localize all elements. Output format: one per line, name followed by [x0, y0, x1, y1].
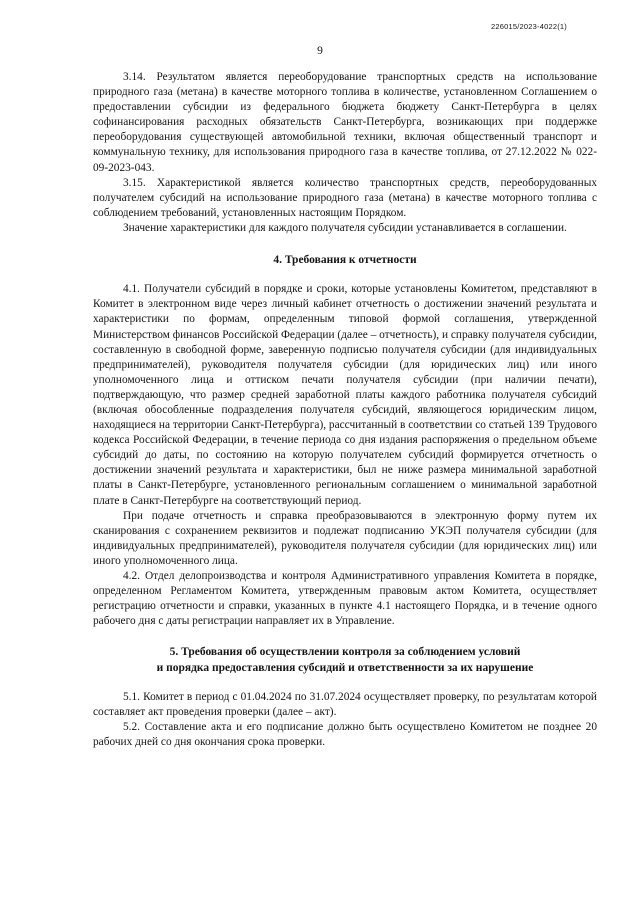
- paragraph-4-1: 4.1. Получатели субсидий в порядке и сроки, которые установлены Комитетом, представляют в Комитет в электронном виде через личный кабинет отчетность о достижении значений результата и характеристики по формам, определенным типовой формой соглашения, утвержденной Министерством финансов Российской Федерации (далее – отчетность), и справку получателя субсидии, составленную в свободной форме, заверенную подписью получателя субсидии (для индивидуальных предпринимателей), руководителя получателя субсидии (для юридических лиц) или иного уполномоченного лица и оттиском печати получателя субсидии (при наличии печати), подтверждающую, что размер средней заработной платы каждого работника получателя субсидий (включая обособленные подразделения получателя субсидий, являющегося юридическим лицом, находящиеся на территории Санкт-Петербурга), рассчитанный в соответствии со статьей 139 Трудового кодекса Российской Федерации, в течение периода со дня издания распоряжения о предельном объеме субсидий до даты, по состоянию на которую получателем субсидий формируется отчетность о достижении значений результата и характеристики, был не ниже размера минимальной заработной платы в Санкт-Петербурге, установленного региональным соглашением о минимальной заработной плате в Санкт-Петербурге на соответствующий период.: [93, 283, 598, 507]
- page-number: 9: [317, 45, 323, 57]
- section-4-heading: 4. Требования к отчетности: [273, 254, 417, 267]
- paragraph-5-1: 5.1. Комитет в период с 01.04.2024 по 31.07.2024 осуществляет проверку, по результатам которой составляет акт проведения проверки (далее – акт).: [93, 690, 597, 718]
- paragraph-3-15: 3.15. Характеристикой является количество транспортных средств, переоборудованных получателем субсидий на использование природного газа (метана) в качестве моторного топлива с соблюдением требований, установленных настоящим Порядком.: [93, 176, 597, 219]
- paragraph-4-1-submission: При подаче отчетность и справка преобразовываются в электронную форму путем их сканирования с сохранением реквизитов и подлежат подписанию УКЭП получателя субсидии (для индивидуальных предпринимателей), руководителя получателя субсидии (для юридических лиц) или иного уполномоченного лица.: [93, 509, 597, 567]
- paragraph-5-2: 5.2. Составление акта и его подписание должно быть осуществлено Комитетом не позднее 20 рабочих дней со дня окончания срока проверки.: [93, 720, 597, 749]
- paragraph-4-2: 4.2. Отдел делопроизводства и контроля Административного управления Комитета в порядке, определенном Регламентом Комитета, утвержденным правовым актом Комитета, осуществляет регистрацию отчетности и справки, указанных в пункте 4.1 настоящего Порядка, и в течение одного рабочего дня с даты регистрации направляет их в Управление.: [93, 570, 597, 628]
- section-5-heading-line-2: и порядка предоставления субсидий и ответственности за их нарушение: [156, 661, 534, 674]
- paragraph-3-15-characteristic-value: Значение характеристики для каждого получателя субсидии устанавливается в соглашении.: [123, 221, 567, 234]
- document-body: [93, 70, 597, 750]
- paragraph-3-14: 3.14. Результатом является переоборудование транспортных средств на использование природного газа (метана) в качестве моторного топлива в количестве, установленном Соглашением о предоставлении субсидии из федерального бюджета бюджету Санкт-Петербурга в целях софинансирования расходных обязательств Санкт-Петербурга, возникающих при поддержке переоборудования существующей автомобильной техники, включая общественный транспорт и коммунальную технику, для использования природного газа в качестве топлива, от 27.12.2022 № 022-09-2023-043.: [93, 71, 597, 174]
- section-5-heading-line-1: 5. Требования об осуществлении контроля за соблюдением условий: [169, 646, 521, 659]
- document-registration-number: 226015/2023-4022(1): [491, 22, 567, 31]
- section-5-heading: [93, 645, 597, 675]
